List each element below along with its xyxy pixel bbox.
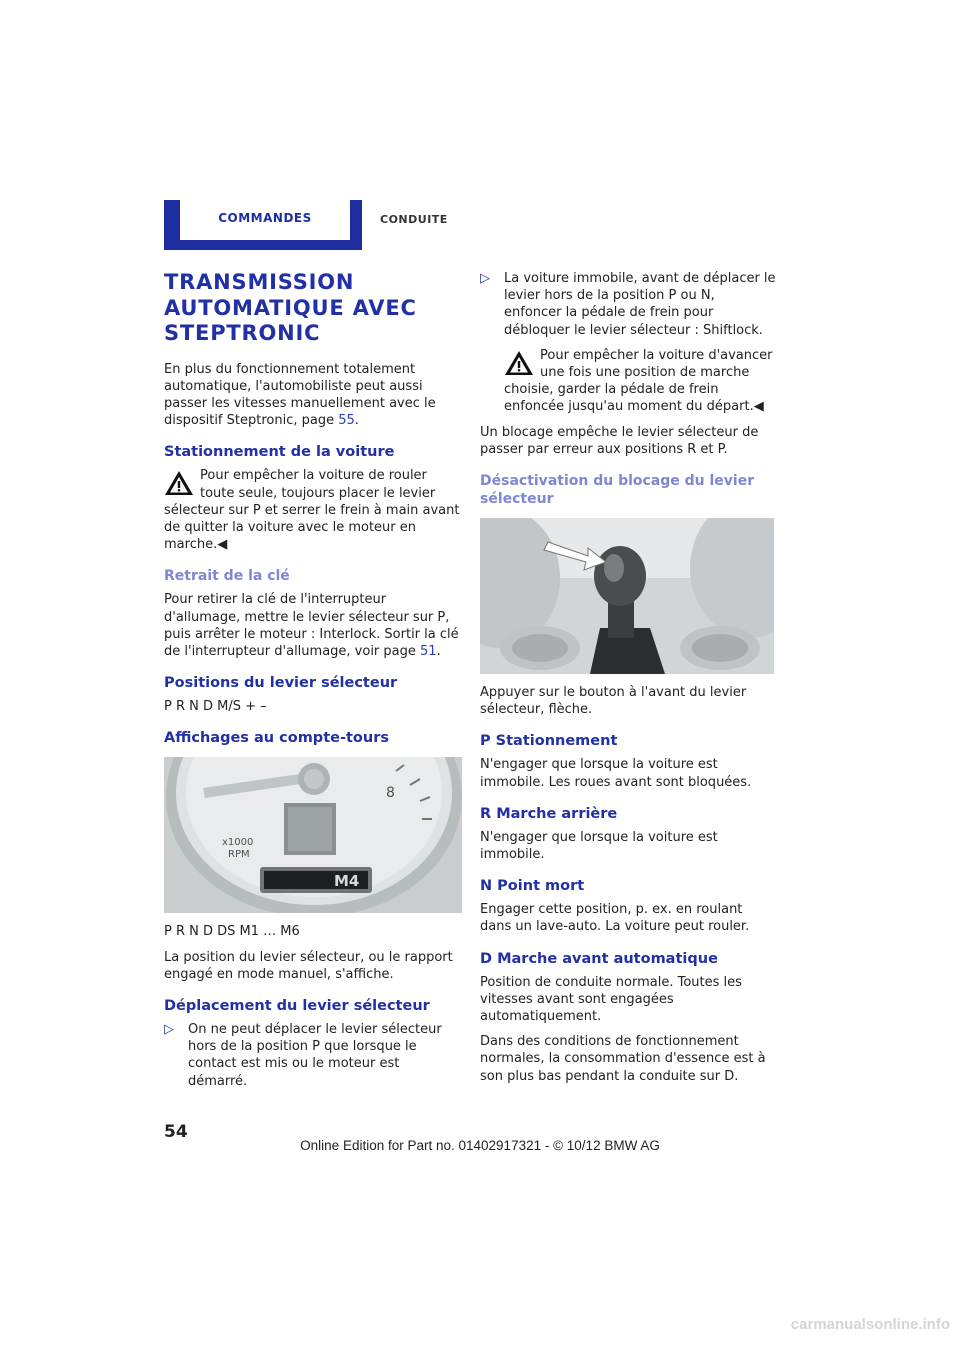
heading-r-marche-arriere: R Marche arrière (480, 805, 618, 822)
bullet-deplacement-1: ▷ On ne peut déplacer le levier sélecteur hors de la position P que lorsque le contact est mis ou le moteur est démarré. (164, 1021, 442, 1089)
warning-icon (504, 349, 534, 377)
r-paragraph: N'engager que lorsque la voiture est immobile. (480, 829, 718, 863)
heading-n-point-mort: N Point mort (480, 878, 585, 895)
tacho-label-rpm: RPM (228, 849, 250, 861)
appuyer-paragraph: Appuyer sur le bouton à l'avant du levier sélecteur, flèche. (480, 685, 747, 718)
affichages-paragraph: La position du levier sélecteur, ou le rapport engagé en mode manuel, s'affiche. (164, 949, 453, 982)
heading-desactivation-blocage: Désactivation du blocage du levier sélecteur (480, 473, 755, 508)
tacho-gear-display: M4 (334, 872, 360, 891)
footer-edition: Online Edition for Part no. 01402917321 - © 10/12 BMW AG (300, 1138, 660, 1153)
bullet-marker: ▷ (164, 1021, 174, 1037)
warning-icon (164, 469, 194, 497)
tacho-scale-8: 8 (386, 785, 395, 802)
heading-positions-levier: Positions du levier sélecteur (164, 675, 398, 692)
page-link-55[interactable]: 55 (338, 413, 355, 429)
d-paragraph-1: Position de conduite normale. Toutes les vitesses avant sont engagées automatiquement. (480, 974, 742, 1025)
intro-paragraph: En plus du fonctionnement totalement automatique, l'automobiliste peut aussi passer les vitesses manuellement avec le dispositif Steptronic, page 55. (164, 361, 436, 429)
warning-shiftlock: Pour empêcher la voiture d'avancer une fois une position de marche choisie, garder la pédale de frein enfoncée jusqu'au moment du départ.◀ (504, 347, 773, 415)
heading-stationnement-voiture: Stationnement de la voiture (164, 444, 395, 461)
right-column (480, 270, 776, 1093)
gear-lever-image (480, 518, 774, 674)
heading-affichages-compte-tours: Affichages au compte-tours (164, 730, 389, 747)
page-title: TRANSMISSION AUTOMATIQUE AVEC STEPTRONIC (164, 270, 417, 345)
n-paragraph: Engager cette position, p. ex. en roulant dans un lave-auto. La voiture peut rouler. (480, 902, 750, 935)
blocage-paragraph: Un blocage empêche le levier sélecteur de passer par erreur aux positions R et P. (480, 424, 759, 457)
tachometer-image (164, 757, 462, 913)
page-link-51[interactable]: 51 (420, 643, 437, 659)
heading-deplacement-levier: Déplacement du levier sélecteur (164, 997, 430, 1014)
header-section-commandes: COMMANDES (218, 211, 312, 225)
p-paragraph: N'engager que lorsque la voiture est immobile. Les roues avant sont bloquées. (480, 757, 752, 790)
header-section-conduite: CONDUITE (380, 213, 448, 226)
page-number: 54 (164, 1122, 188, 1142)
retrait-paragraph: Pour retirer la clé de l'interrupteur d'allumage, mettre le levier sélecteur sur P, puis arrêter le moteur : Interlock. Sortir la clé de l'interrupteur d'allumage, voir page 51. (164, 592, 459, 659)
positions-sequence: P R N D M/S + – (164, 699, 267, 715)
heading-retrait-cle: Retrait de la clé (164, 568, 290, 585)
tacho-label-x1000: x1000 (222, 837, 254, 849)
affichages-sequence: P R N D DS M1 … M6 (164, 924, 300, 940)
bullet-marker: ▷ (480, 271, 490, 286)
d-paragraph-2: Dans des conditions de fonctionnement normales, la consommation d'essence est à son plus bas pendant la conduite sur D. (480, 1034, 766, 1084)
heading-p-stationnement: P Stationnement (480, 733, 618, 750)
warning-stationnement: Pour empêcher la voiture de rouler toute seule, toujours placer le levier sélecteur sur P et serrer le frein à main avant de quitter la voiture avec le moteur en marche.◀ (164, 468, 460, 553)
heading-d-marche-avant: D Marche avant automatique (480, 950, 718, 967)
bullet-deplacement-2: ▷ La voiture immobile, avant de déplacer le levier hors de la position P ou N, enfoncer la pédale de frein pour débloquer le levier sélecteur : Shiftlock. (480, 271, 776, 338)
watermark: carmanualsonline.info (790, 1316, 950, 1333)
left-column (164, 270, 462, 1098)
